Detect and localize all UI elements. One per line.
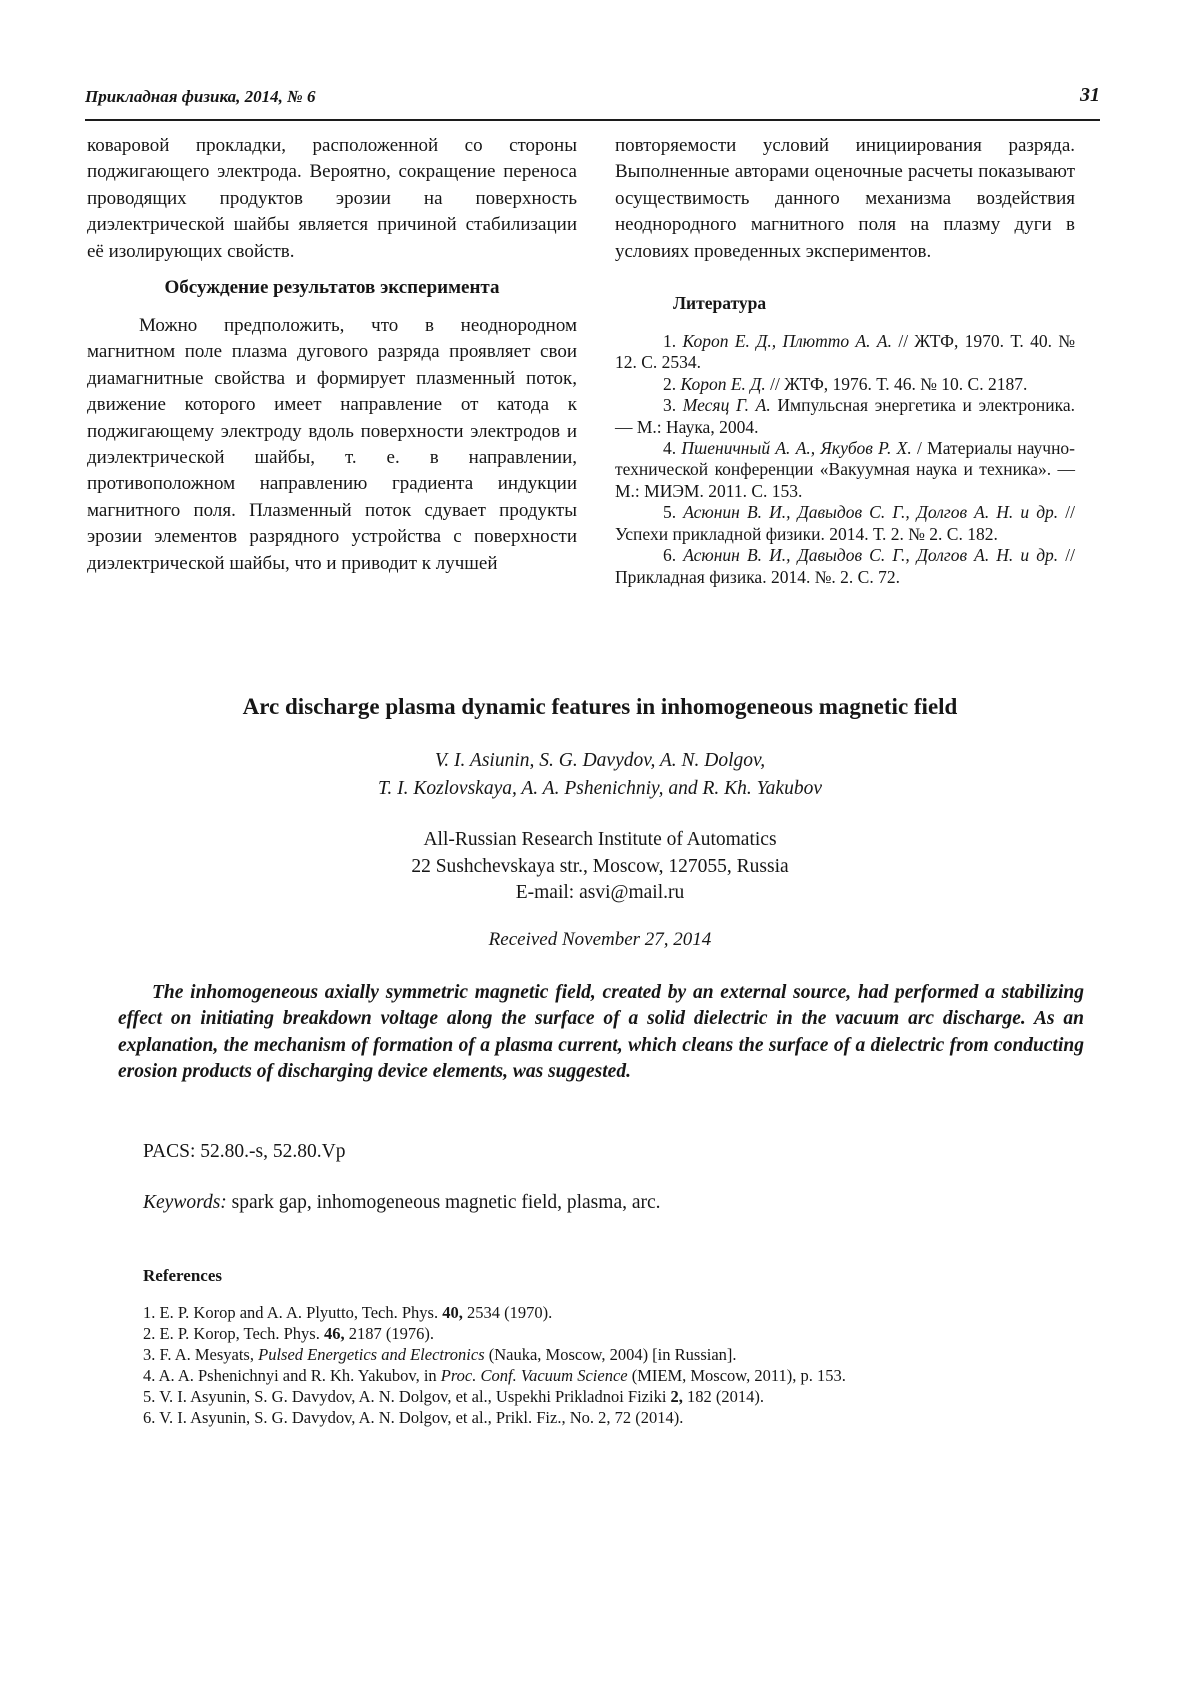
authors-line-1: V. I. Asiunin, S. G. Davydov, A. N. Dolgov, — [434, 750, 766, 771]
ru-reference-3 — [615, 395, 1075, 438]
ru-reference-6 — [615, 545, 1075, 588]
keywords-label: Keywords: — [143, 1192, 227, 1213]
ref-volume: 46, — [323, 1324, 345, 1343]
ref-volume: 40, — [442, 1303, 463, 1322]
journal-name: Прикладная физика, 2014, № 6 — [85, 87, 316, 106]
ref-text: 182 (2014). — [682, 1387, 765, 1406]
ref-text: / Материалы научно-технической конференции «Вакуумная наука и техника». — М.: МИЭМ. 2011. С. 153. — [615, 438, 1076, 501]
ref-text: 2. E. P. Korop, Tech. Phys. — [143, 1324, 324, 1343]
ref-text: (MIEM, Moscow, 2011), p. 153. — [627, 1366, 846, 1385]
two-column-body — [87, 133, 1075, 588]
ref-authors: Асюнин В. И., Давыдов С. Г., Долгов А. Н. и др. — [683, 545, 1059, 566]
page-number: 31 — [1080, 84, 1100, 106]
ref-text: 3. F. A. Mesyats, — [143, 1345, 259, 1364]
ref-authors: Месяц Г. А. — [682, 395, 771, 416]
en-reference-6 — [143, 1407, 846, 1428]
en-reference-4 — [143, 1365, 846, 1386]
ref-text: 1. E. P. Korop and A. A. Plyutto, Tech. Phys. — [143, 1303, 443, 1322]
en-reference-5 — [143, 1386, 846, 1407]
ref-number: 3. — [663, 395, 677, 416]
ref-authors: Асюнин В. И., Давыдов С. Г., Долгов А. Н. и др. — [683, 502, 1059, 523]
ref-number: 1. — [663, 331, 677, 352]
ref-text: 4. A. A. Pshenichnyi and R. Kh. Yakubov, in — [143, 1366, 441, 1385]
ref-book-title: Pulsed Energetics and Electronics — [258, 1345, 485, 1364]
left-column — [87, 133, 577, 588]
section-heading-discussion: Обсуждение результатов эксперимента — [164, 277, 500, 299]
ref-text: Импульсная энергетика и электроника. — М.: Наука, 2004. — [615, 395, 1076, 437]
keywords-text: spark gap, inhomogeneous magnetic field, plasma, arc. — [226, 1192, 661, 1213]
ref-text: 2534 (1970). — [462, 1303, 553, 1322]
ref-text: // ЖТФ, 1970. Т. 40. № 12. С. 2534. — [615, 331, 1076, 373]
ref-text: // ЖТФ, 1976. Т. 46. № 10. С. 2187. — [765, 373, 1028, 394]
ru-reference-5 — [615, 502, 1075, 545]
article-authors — [0, 747, 1200, 803]
ref-text: // Успехи прикладной физики. 2014. Т. 2. № 2. С. 182. — [615, 502, 1075, 544]
keywords-line — [143, 1192, 661, 1214]
affiliation-address: 22 Sushchevskaya str., Moscow, 127055, Russia — [411, 855, 789, 877]
ref-text: (Nauka, Moscow, 2004) [in Russian]. — [484, 1345, 737, 1364]
ref-authors: Короп Е. Д., Плютто А. А. — [682, 331, 892, 352]
ref-authors: Короп Е. Д. — [680, 373, 766, 394]
abstract: The inhomogeneous axially symmetric magnetic field, created by an external source, had performed a stabilizing effect on initiating breakdown voltage along the surface of a solid dielectric in the vacuum arc discharge. As an explanation, the mechanism of formation of a plasma current, which cleans the surface of a dielectric from conducting erosion products of discharging device elements, was suggested. — [118, 982, 1084, 1082]
discussion-paragraph: Можно предположить, что в неоднородном магнитном поле плазма дугового разряда проявляет свои диамагнитные свойства и формирует плазменный поток, движение которого имеет направление от катода к поджигающему электроду вдоль поверхности электродов и диэлектрической шайбы, т. е. в направлении, противоположном направлению градиента индукции магнитного поля. Плазменный поток сдувает продукты эрозии элементов разрядного устройства с поверхности диэлектрической шайбы, что и приводит к лучшей — [87, 315, 577, 574]
ru-reference-2 — [615, 374, 1075, 395]
received-date: Received November 27, 2014 — [488, 929, 712, 950]
ref-text: 5. V. I. Asyunin, S. G. Davydov, A. N. Dolgov, et al., Uspekhi Prikladnoi Fiziki — [143, 1387, 671, 1406]
references-list — [143, 1302, 846, 1428]
ref-book-title: Proc. Conf. Vacuum Science — [440, 1366, 628, 1385]
affiliation-email: E-mail: asvi@mail.ru — [515, 882, 685, 903]
continuation-paragraph: коваровой прокладки, расположенной со стороны поджигающего электрода. Вероятно, сокращение переноса проводящих продуктов эрозии на поверхность диэлектрической шайбы является причиной стабилизации её изолирующих свойств. — [87, 135, 577, 262]
en-reference-3 — [143, 1344, 846, 1365]
en-reference-2 — [143, 1323, 846, 1344]
ru-reference-1 — [615, 331, 1075, 374]
pacs-line: PACS: 52.80.-s, 52.80.Vp — [143, 1141, 346, 1162]
ref-number: 4. — [663, 438, 677, 459]
ref-text: 2187 (1976). — [344, 1324, 434, 1343]
article-affiliation — [0, 827, 1200, 907]
references-heading: References — [143, 1266, 222, 1285]
running-head — [85, 84, 1100, 121]
ref-authors: Пшеничный А. А., Якубов Р. Х. — [681, 438, 912, 459]
literature-heading: Литература — [673, 293, 767, 314]
article-title: Arc discharge plasma dynamic features in inhomogeneous magnetic field — [242, 694, 958, 719]
right-column — [615, 133, 1075, 588]
ref-number: 2. — [663, 373, 677, 394]
ref-number: 6. — [663, 545, 677, 566]
ru-reference-4 — [615, 438, 1075, 502]
ref-volume: 2, — [670, 1387, 683, 1406]
en-reference-1 — [143, 1302, 846, 1323]
ref-text: 6. V. I. Asyunin, S. G. Davydov, A. N. Dolgov, et al., Prikl. Fiz., No. 2, 72 (2014). — [143, 1408, 684, 1427]
ref-number: 5. — [663, 502, 677, 523]
conclusion-paragraph: повторяемости условий инициирования разряда. Выполненные авторами оценочные расчеты показывают осуществимость данного механизма воздействия неоднородного магнитного поля на плазму дуги в условиях проведенных экспериментов. — [615, 135, 1075, 262]
authors-line-2: T. I. Kozlovskaya, A. A. Pshenichniy, and R. Kh. Yakubov — [378, 778, 822, 799]
ref-text: // Прикладная физика. 2014. №. 2. С. 72. — [615, 545, 1075, 587]
affiliation-institute: All-Russian Research Institute of Automatics — [423, 829, 777, 850]
